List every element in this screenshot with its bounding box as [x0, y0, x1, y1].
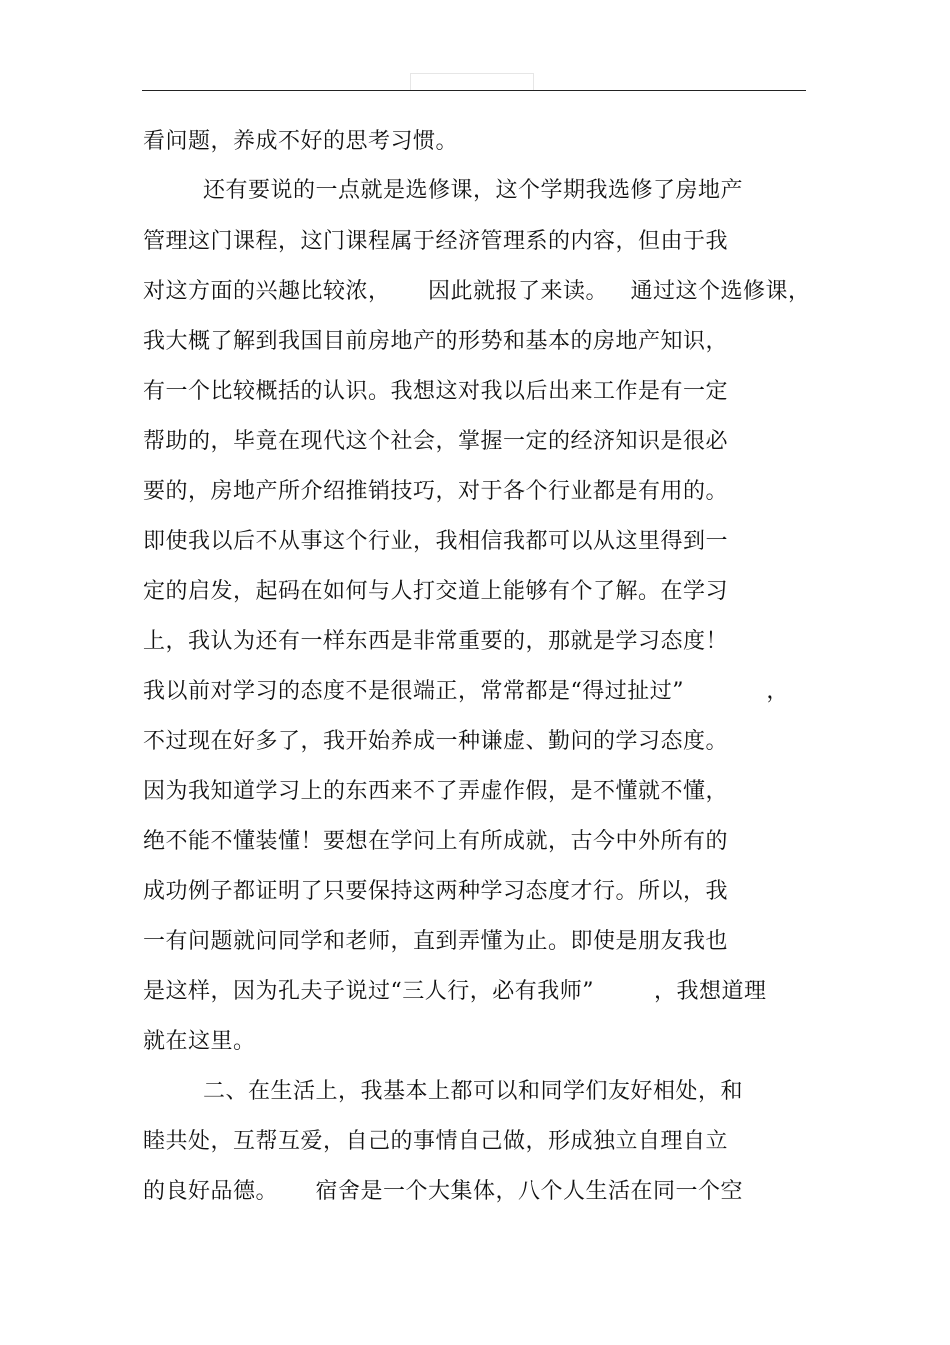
text-line: 看问题，养成不好的思考习惯。: [143, 129, 459, 154]
text-line: 还有要说的一点就是选修课，这个学期我选修了房地产: [143, 178, 743, 203]
header-rule: [142, 90, 806, 91]
text-line: 帮助的，毕竟在现代这个社会，掌握一定的经济知识是很必: [143, 429, 729, 454]
text-line: 一有问题就问同学和老师，直到弄懂为止。即使是朋友我也: [143, 929, 729, 954]
header-tab: [410, 73, 534, 90]
text-line: 管理这门课程，这门课程属于经济管理系的内容，但由于我: [143, 229, 729, 254]
text-line: 不过现在好多了，我开始养成一种谦虚、勤问的学习态度。: [143, 729, 729, 754]
text-line: 我以前对学习的态度不是很端正，常常都是“得过扯过” ，: [143, 679, 789, 704]
text-line: 的良好品德。 宿舍是一个大集体，八个人生活在同一个空: [143, 1179, 743, 1204]
text-line: 二、在生活上，我基本上都可以和同学们友好相处，和: [143, 1079, 743, 1104]
text-line: 上，我认为还有一样东西是非常重要的，那就是学习态度！: [143, 629, 729, 654]
text-line: 成功例子都证明了只要保持这两种学习态度才行。所以，我: [143, 879, 729, 904]
text-line: 要的，房地产所介绍推销技巧，对于各个行业都是有用的。: [143, 479, 729, 504]
text-line: 有一个比较概括的认识。我想这对我以后出来工作是有一定: [143, 379, 729, 404]
text-line: 是这样，因为孔夫子说过“三人行，必有我师” ，我想道理: [143, 979, 767, 1004]
text-line: 即使我以后不从事这个行业，我相信我都可以从这里得到一: [143, 529, 729, 554]
text-line: 就在这里。: [143, 1029, 256, 1054]
text-line: 我大概了解到我国目前房地产的形势和基本的房地产知识，: [143, 329, 729, 354]
text-line: 定的启发，起码在如何与人打交道上能够有个了解。在学习: [143, 579, 729, 604]
text-line: 绝不能不懂装懂！要想在学问上有所成就，古今中外所有的: [143, 829, 729, 854]
text-line: 睦共处，互帮互爱，自己的事情自己做，形成独立自理自立: [143, 1129, 729, 1154]
text-line: 对这方面的兴趣比较浓， 因此就报了来读。 通过这个选修课，: [143, 279, 811, 304]
text-line: 因为我知道学习上的东西来不了弄虚作假，是不懂就不懂，: [143, 779, 729, 804]
